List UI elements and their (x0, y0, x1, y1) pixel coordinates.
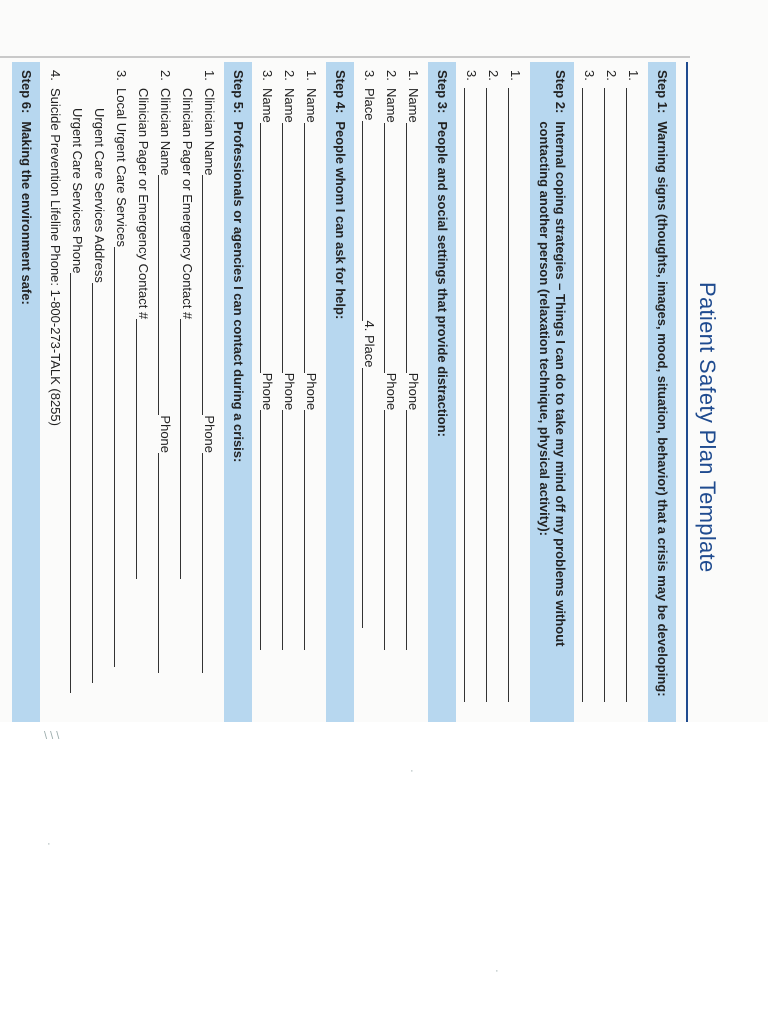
step4-row-3[interactable]: 3. Name Phone (260, 62, 282, 722)
step5-urgent-care[interactable]: 3. Local Urgent Care Services (114, 62, 136, 722)
step4-row-2[interactable]: 2. Name Phone (282, 62, 304, 722)
step3-row-2[interactable]: 2. Name Phone (384, 62, 406, 722)
step5-lifeline: 4. Suicide Prevention Lifeline Phone: 1-800-273-TALK (8255) (48, 70, 63, 426)
paper-edge (0, 56, 690, 58)
place-field[interactable] (362, 368, 377, 628)
clinician-name-field[interactable] (158, 175, 173, 415)
form-title: Patient Safety Plan Template (695, 282, 720, 573)
step1-line-2[interactable]: 2. (604, 62, 626, 722)
phone-field[interactable] (282, 410, 297, 650)
step3-header (428, 62, 456, 722)
step5-clinician-1[interactable]: 1. Clinician Name Phone (202, 62, 224, 722)
name-field[interactable] (260, 123, 275, 373)
pager-field[interactable] (180, 319, 195, 579)
step5-pager-2[interactable]: Clinician Pager or Emergency Contact # (136, 62, 158, 722)
step1-line-1[interactable]: 1. (626, 62, 648, 722)
step5-urgent-phone[interactable]: Urgent Care Services Phone (70, 62, 92, 722)
step2-line-1[interactable]: 1. (508, 62, 530, 722)
step5-number: Step 5: (231, 70, 246, 114)
step4-row-1[interactable]: 1. Name Phone (304, 62, 326, 722)
step3-number: Step 3: (435, 70, 450, 114)
urgent-care-field[interactable] (114, 247, 129, 667)
step3-text: People and social settings that provide distraction: (435, 121, 450, 438)
step1-text: Warning signs (thoughts, images, mood, situation, behavior) that a crisis may be developing: (655, 121, 670, 697)
address-field[interactable] (92, 283, 107, 683)
step5-text: Professionals or agencies I can contact during a crisis: (231, 121, 246, 463)
name-field[interactable] (304, 123, 319, 373)
scan-speck: · (495, 965, 499, 977)
scan-speck: \ \ \ (44, 730, 60, 742)
step1-number: Step 1: (655, 70, 670, 114)
clinician-name-field[interactable] (202, 175, 217, 415)
step6-header (12, 62, 40, 722)
scan-speck: · (410, 765, 414, 777)
phone-field[interactable] (406, 410, 421, 650)
scan-speck: · (47, 838, 51, 850)
step2-number: Step 2: (553, 70, 568, 114)
step4-number: Step 4: (333, 70, 348, 114)
step6-number: Step 6: (19, 70, 34, 114)
name-field[interactable] (282, 123, 297, 373)
step3-row-3[interactable]: 3. Place 4. Place (362, 62, 384, 722)
place-field[interactable] (362, 121, 377, 321)
phone-field[interactable] (158, 453, 173, 673)
step2-header (530, 62, 574, 722)
phone-field[interactable] (202, 453, 217, 673)
step1-header (648, 62, 676, 722)
name-field[interactable] (406, 123, 421, 373)
phone-field[interactable] (304, 410, 319, 650)
step1-line-3[interactable]: 3. (582, 62, 604, 722)
pager-field[interactable] (136, 319, 151, 579)
step3-row-1[interactable]: 1. Name Phone (406, 62, 428, 722)
step2-text: Internal coping strategies – Things I can do to take my mind off my problems without contacting another person (relaxation technique, physical activity): (537, 121, 568, 647)
phone-field[interactable] (70, 273, 85, 693)
step5-header (224, 62, 252, 722)
step5-pager-1[interactable]: Clinician Pager or Emergency Contact # (180, 62, 202, 722)
step2-line-2[interactable]: 2. (486, 62, 508, 722)
step4-text: People whom I can ask for help: (333, 121, 348, 320)
phone-field[interactable] (260, 410, 275, 650)
safety-plan-form (0, 62, 720, 722)
title-rule (686, 62, 688, 722)
step2-line-3[interactable]: 3. (464, 62, 486, 722)
step4-header (326, 62, 354, 722)
step6-text: Making the environment safe: (19, 121, 34, 305)
step5-clinician-2[interactable]: 2. Clinician Name Phone (158, 62, 180, 722)
blank-lower-area (0, 722, 768, 1024)
name-field[interactable] (384, 123, 399, 373)
step5-urgent-address[interactable]: Urgent Care Services Address (92, 62, 114, 722)
phone-field[interactable] (384, 410, 399, 650)
